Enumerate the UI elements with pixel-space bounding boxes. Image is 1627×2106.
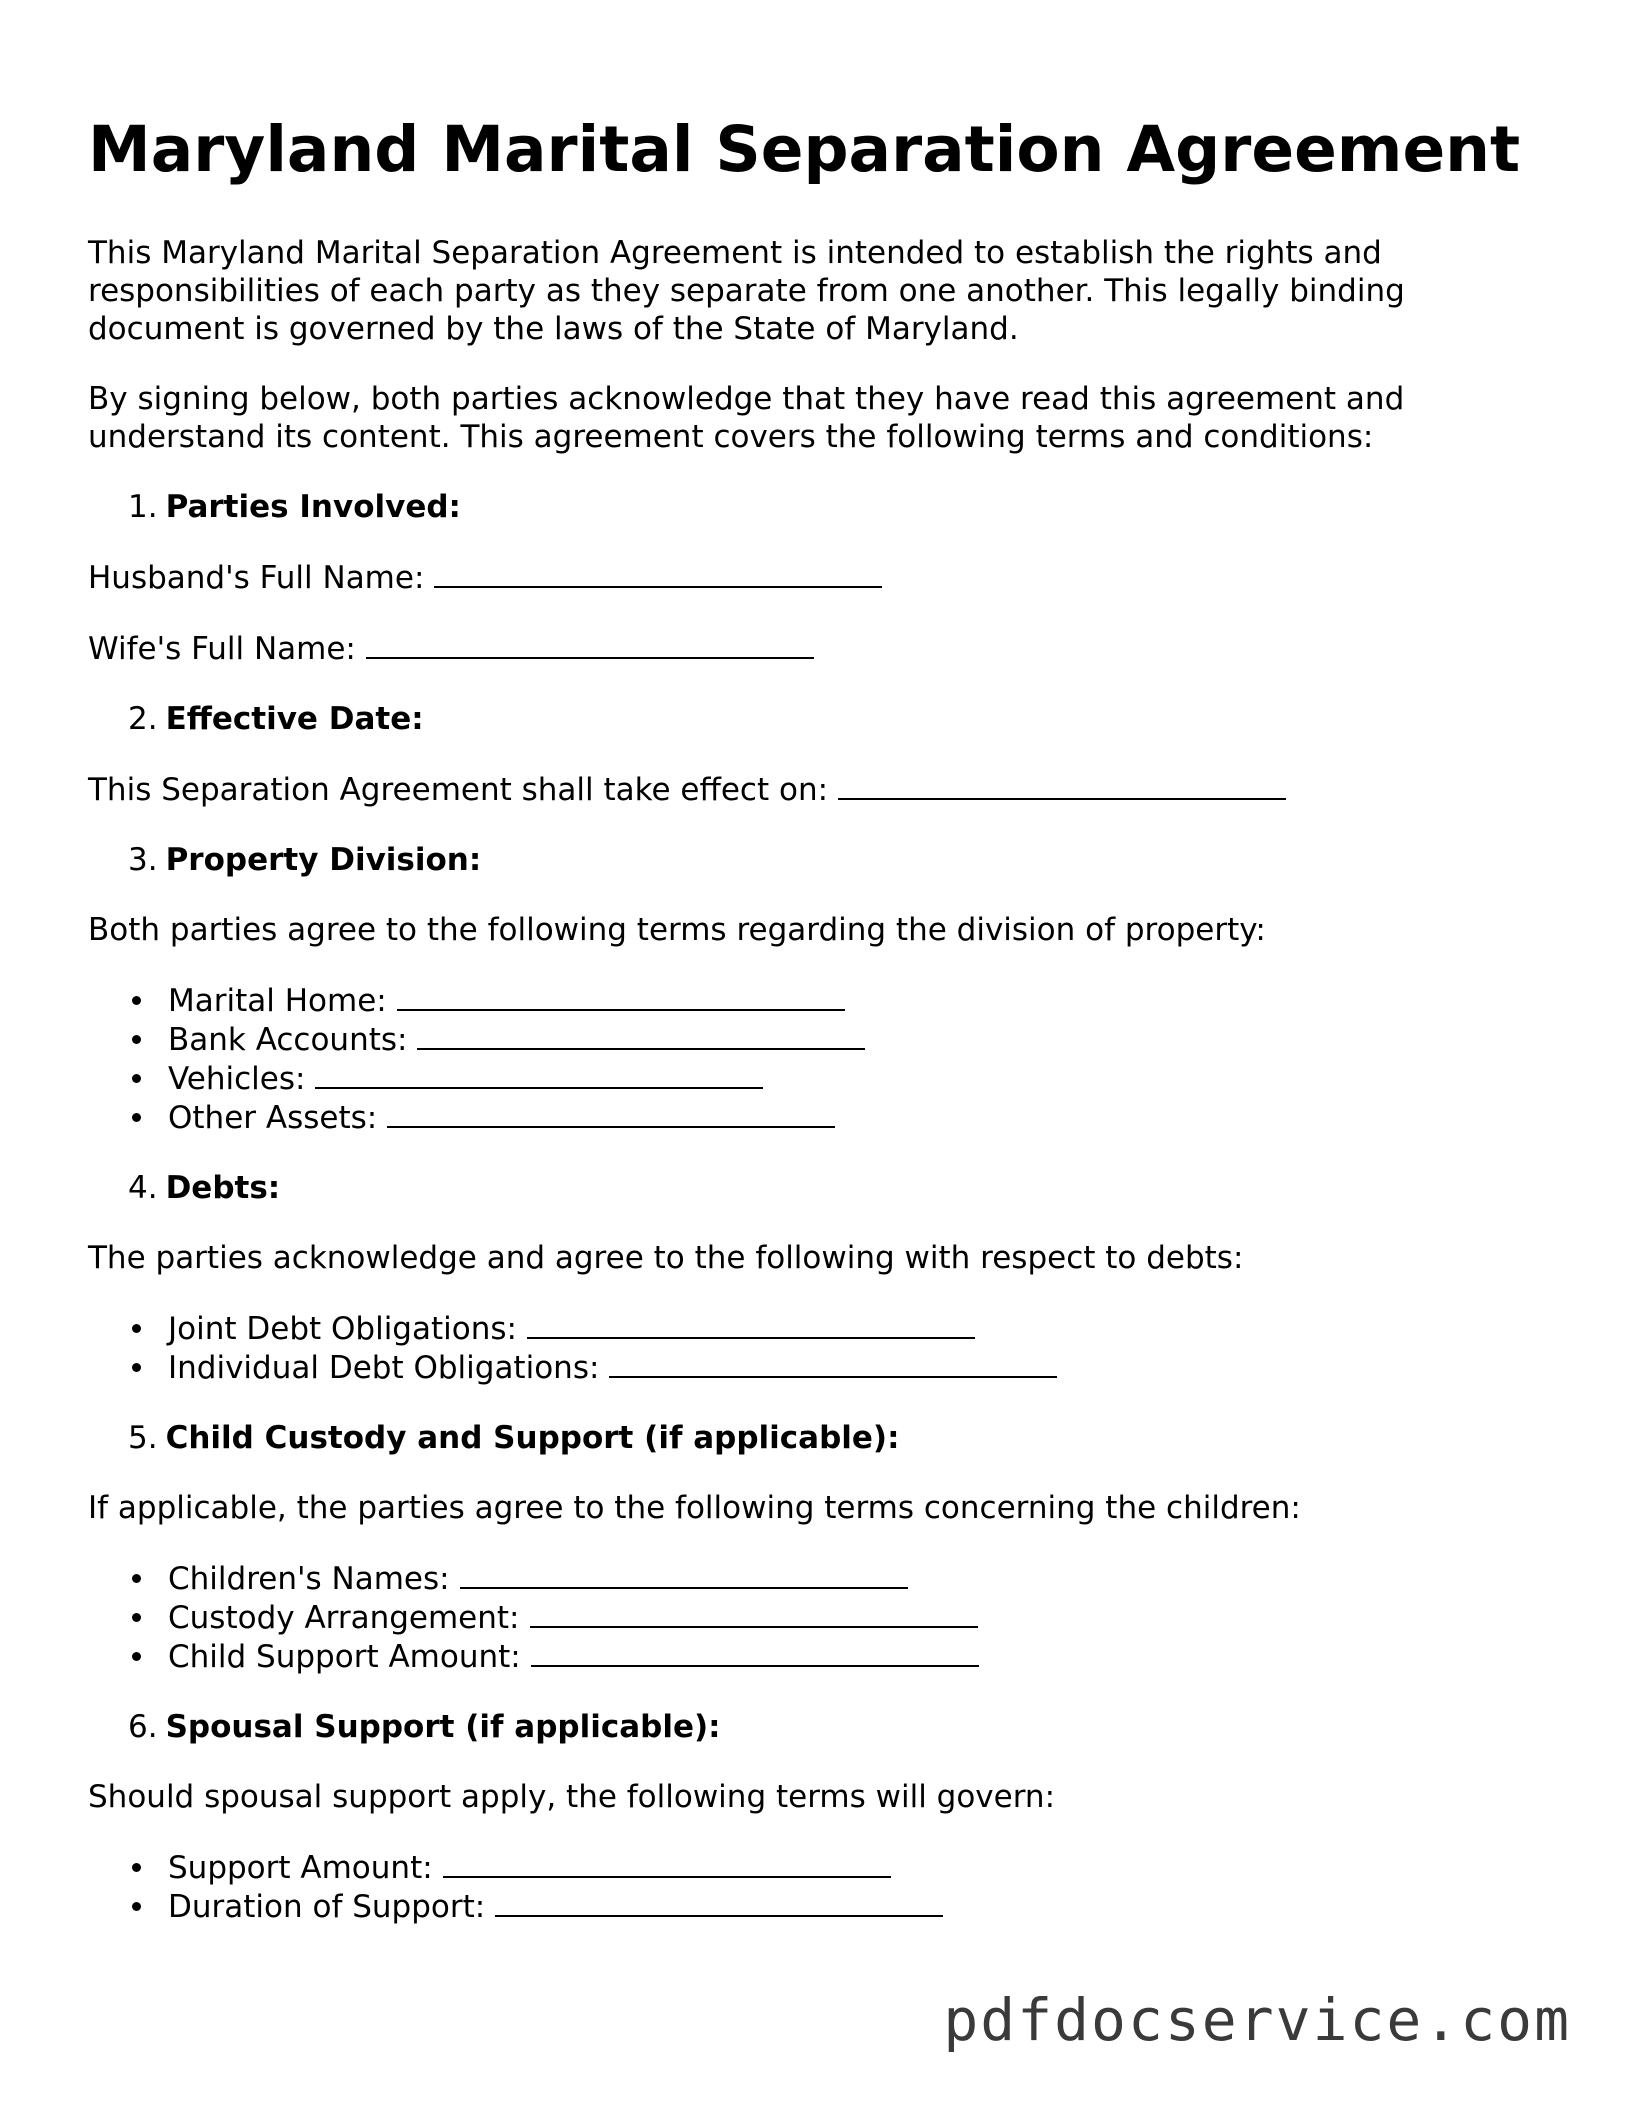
watermark: pdfdocservice.com bbox=[943, 1986, 1571, 2054]
custody-arrangement-field[interactable] bbox=[530, 1598, 978, 1628]
bullet-icon bbox=[132, 1652, 141, 1661]
effective-date-line bbox=[88, 770, 1548, 809]
vehicles-field[interactable] bbox=[315, 1059, 763, 1089]
section-number: 1. bbox=[128, 489, 158, 525]
list-item bbox=[88, 1309, 1548, 1348]
section-heading-parties bbox=[88, 488, 1548, 526]
children-intro: If applicable, the parties agree to the following terms concerning the children: bbox=[88, 1490, 1301, 1526]
list-item bbox=[88, 1020, 1548, 1059]
bullet-icon bbox=[132, 996, 141, 1005]
list-item bbox=[88, 1098, 1548, 1137]
effective-date-field[interactable] bbox=[838, 770, 1286, 800]
children-names-field[interactable] bbox=[460, 1559, 908, 1589]
individual-debt-label: Individual Debt Obligations: bbox=[168, 1350, 600, 1386]
section-heading-debts bbox=[88, 1169, 1548, 1207]
joint-debt-field[interactable] bbox=[527, 1309, 975, 1339]
list-item bbox=[88, 981, 1548, 1020]
child-support-field[interactable] bbox=[531, 1637, 979, 1667]
list-item bbox=[88, 1598, 1548, 1637]
list-item bbox=[88, 1059, 1548, 1098]
children-list bbox=[88, 1559, 1548, 1676]
section-label: Parties Involved: bbox=[165, 489, 461, 525]
bullet-icon bbox=[132, 1035, 141, 1044]
children-names-label: Children's Names: bbox=[168, 1561, 450, 1597]
husband-name-field[interactable] bbox=[434, 558, 882, 588]
marital-home-label: Marital Home: bbox=[168, 983, 387, 1019]
bullet-icon bbox=[132, 1324, 141, 1333]
other-assets-field[interactable] bbox=[387, 1098, 835, 1128]
bullet-icon bbox=[132, 1074, 141, 1083]
child-support-label: Child Support Amount: bbox=[168, 1639, 521, 1675]
marital-home-field[interactable] bbox=[397, 981, 845, 1011]
bullet-icon bbox=[132, 1902, 141, 1911]
vehicles-label: Vehicles: bbox=[168, 1061, 306, 1097]
property-intro: Both parties agree to the following terms regarding the division of property: bbox=[88, 912, 1266, 948]
bullet-icon bbox=[132, 1113, 141, 1122]
bullet-icon bbox=[132, 1863, 141, 1872]
section-number: 4. bbox=[128, 1170, 158, 1206]
section-label: Child Custody and Support (if applicable): bbox=[165, 1420, 900, 1456]
section-label: Property Division: bbox=[165, 842, 482, 878]
section-label: Effective Date: bbox=[165, 701, 424, 737]
section-label: Spousal Support (if applicable): bbox=[165, 1709, 721, 1745]
section-heading-property bbox=[88, 841, 1548, 879]
property-list bbox=[88, 981, 1548, 1137]
list-item bbox=[88, 1348, 1548, 1387]
husband-name-line bbox=[88, 558, 1548, 597]
wife-name-field[interactable] bbox=[366, 629, 814, 659]
document-page bbox=[88, 112, 1548, 1958]
wife-name-label: Wife's Full Name: bbox=[88, 631, 356, 667]
bank-accounts-field[interactable] bbox=[417, 1020, 865, 1050]
spousal-intro: Should spousal support apply, the following terms will govern: bbox=[88, 1779, 1056, 1815]
list-item bbox=[88, 1848, 1548, 1887]
husband-name-label: Husband's Full Name: bbox=[88, 560, 425, 596]
list-item bbox=[88, 1559, 1548, 1598]
effective-date-label: This Separation Agreement shall take effect on: bbox=[88, 772, 829, 808]
section-heading-spousal bbox=[88, 1708, 1548, 1746]
section-heading-children bbox=[88, 1419, 1548, 1457]
other-assets-label: Other Assets: bbox=[168, 1100, 378, 1136]
spousal-list bbox=[88, 1848, 1548, 1926]
bank-accounts-label: Bank Accounts: bbox=[168, 1022, 408, 1058]
custody-arrangement-label: Custody Arrangement: bbox=[168, 1600, 520, 1636]
support-duration-field[interactable] bbox=[495, 1887, 943, 1917]
intro-paragraph: This Maryland Marital Separation Agreement is intended to establish the rights and responsibilities of each party as they separate from one another. This legally binding document is governed by the laws of the State of Maryland. bbox=[88, 235, 1405, 347]
bullet-icon bbox=[132, 1363, 141, 1372]
section-number: 3. bbox=[128, 842, 158, 878]
section-heading-effective-date bbox=[88, 700, 1548, 738]
section-label: Debts: bbox=[165, 1170, 281, 1206]
acknowledgement-paragraph: By signing below, both parties acknowledge that they have read this agreement and understand its content. This agreement covers the following terms and conditions: bbox=[88, 381, 1405, 455]
section-number: 5. bbox=[128, 1420, 158, 1456]
individual-debt-field[interactable] bbox=[609, 1348, 1057, 1378]
debts-intro: The parties acknowledge and agree to the following with respect to debts: bbox=[88, 1240, 1244, 1276]
section-number: 2. bbox=[128, 701, 158, 737]
bullet-icon bbox=[132, 1613, 141, 1622]
joint-debt-label: Joint Debt Obligations: bbox=[168, 1311, 517, 1347]
support-amount-label: Support Amount: bbox=[168, 1850, 433, 1886]
list-item bbox=[88, 1887, 1548, 1926]
section-number: 6. bbox=[128, 1709, 158, 1745]
list-item bbox=[88, 1637, 1548, 1676]
support-amount-field[interactable] bbox=[443, 1848, 891, 1878]
support-duration-label: Duration of Support: bbox=[168, 1889, 486, 1925]
bullet-icon bbox=[132, 1574, 141, 1583]
wife-name-line bbox=[88, 629, 1548, 668]
page-title: Maryland Marital Separation Agreement bbox=[88, 113, 1521, 186]
debts-list bbox=[88, 1309, 1548, 1387]
